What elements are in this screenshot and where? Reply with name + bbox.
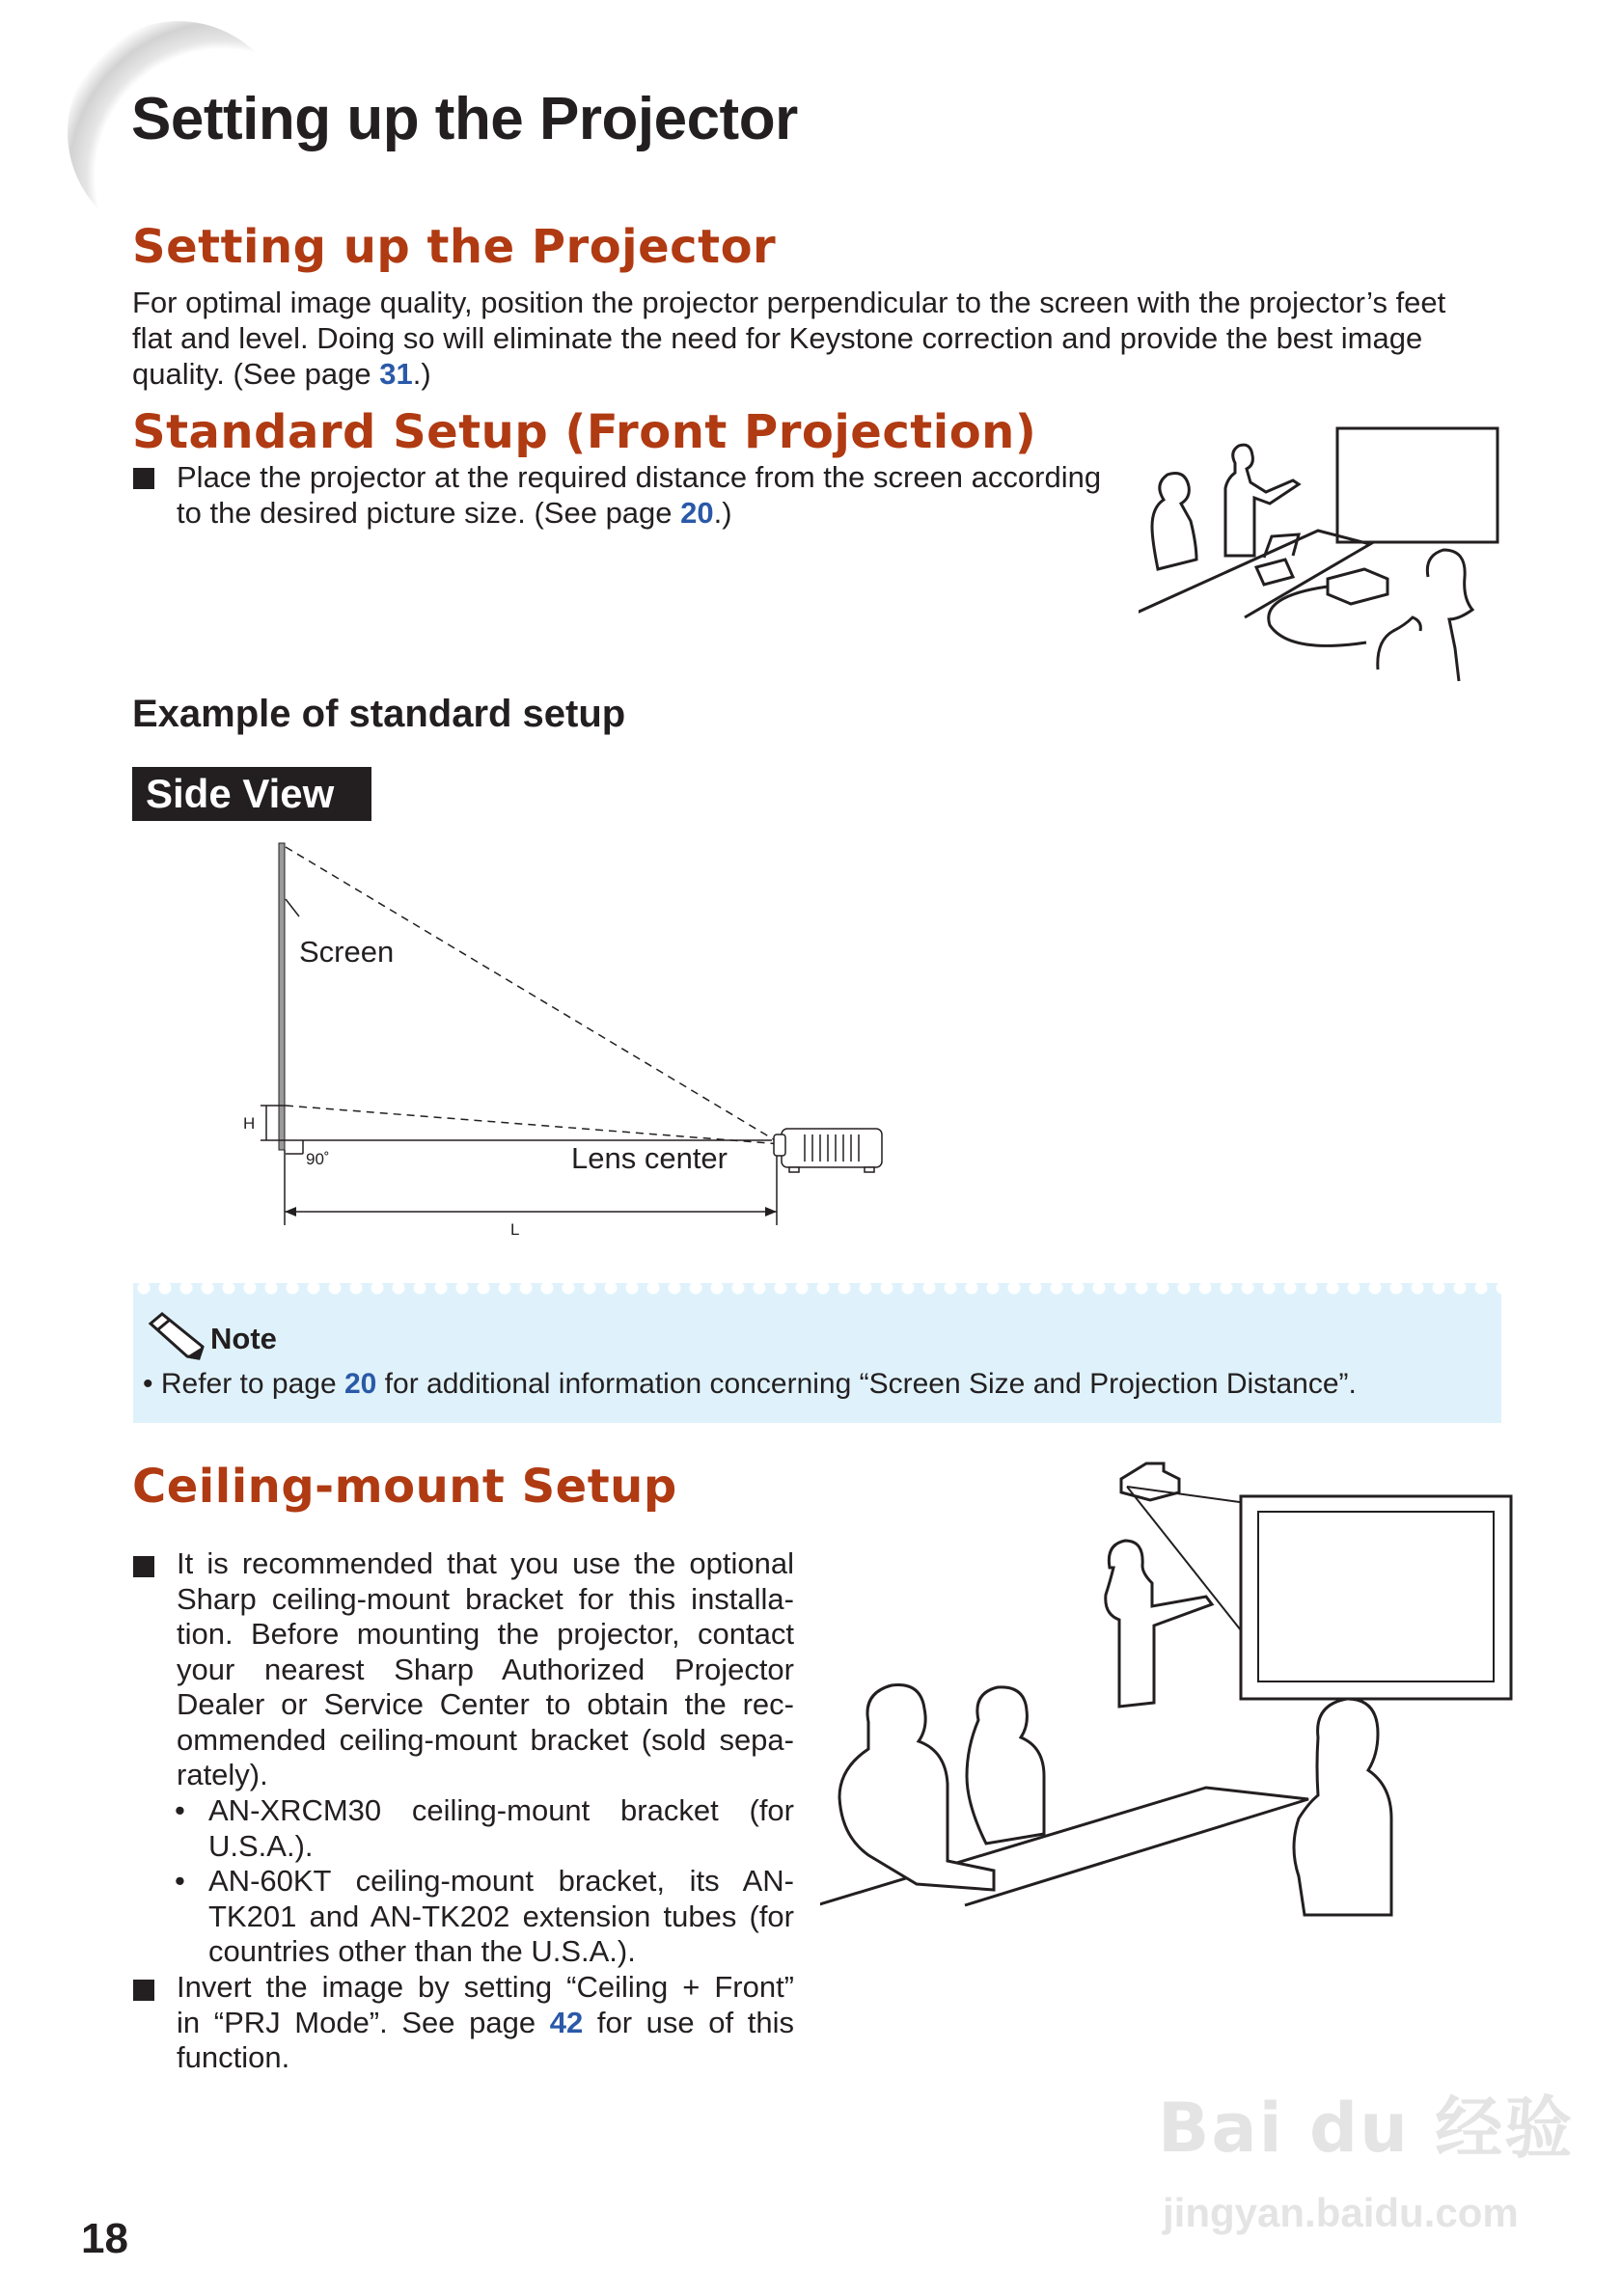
page-title: Setting up the Projector [131,86,798,152]
ceiling-p1-line-3: tion. Before mounting the projector, contact [177,1617,794,1651]
ceiling-sub1-line-2: U.S.A.). [208,1828,314,1863]
ceiling-p2-line-3: function. [177,2040,290,2074]
ceiling-p1-line-4: your nearest Sharp Authorized Projector [177,1652,794,1686]
watermark-logo: Bai du 经验 [1158,2089,1575,2168]
ceiling-p1-line-2: Sharp ceiling-mount bracket for this installa- [177,1581,794,1616]
standard-bullet-line-2-end: .) [713,496,732,530]
ceiling-p1-line-1: It is recommended that you use the optional [177,1546,794,1580]
page-link-20[interactable]: 20 [680,496,714,530]
upper-projection-ray [286,847,782,1144]
intro-line-3-end: .) [412,357,431,391]
standard-bullet-line-1: Place the projector at the required distance from the screen according [177,460,1102,494]
standard-bullet-line-2-text: to the desired picture size. (See page [177,496,681,530]
audience-right-figure [1378,550,1472,681]
ceiling-heading: Ceiling-mount Setup [132,1460,677,1514]
example-heading: Example of standard setup [132,693,626,735]
ceiling-paragraph-2 [177,1970,794,2076]
screen-bar [279,843,285,1150]
standard-bullet-line-2 [177,495,1101,531]
intro-paragraph [132,285,1445,392]
l-label: L [510,1220,520,1239]
ceiling-p2-line-2-end: for use of this [583,2005,794,2039]
watermark-url: jingyan.baidu.com [1163,2190,1519,2235]
ceiling-sub-bullet-2 [208,1864,794,1970]
front-projection-illustration [1139,415,1525,695]
ceiling-sub1-line-1: AN-XRCM30 ceiling-mount bracket (for [208,1793,794,1827]
note-label: Note [210,1322,277,1355]
projector-side-icon [774,1129,882,1172]
lower-projection-ray [286,1106,782,1144]
note-dots-border [133,1283,1501,1300]
projector-front [1328,569,1387,604]
bullet-square [133,1556,154,1577]
bullet-square [133,1980,154,2001]
ceiling-sub2-line-2: TK201 and AN-TK202 extension tubes (for [208,1899,794,1933]
ceiling-p1-line-7: rately). [177,1758,268,1791]
note-text-end: for additional information concerning “Screen Size and Projection Distance”. [376,1368,1357,1400]
ceiling-presenter [1106,1541,1212,1707]
ceiling-p2-line-1: Invert the image by setting “Ceiling + Front” [177,1970,794,2004]
sub-bullet-1-dot: • [175,1793,185,1827]
ceiling-p2-line-2 [177,2006,794,2041]
ceiling-mount-illustration [820,1462,1525,1944]
lens-center-label: Lens center [571,1141,728,1175]
intro-line-3-text: quality. (See page [132,357,380,391]
ceiling-p1-line-6: ommended ceiling-mount bracket (sold sepa- [177,1722,794,1757]
presenter-figure [1225,445,1299,556]
ceiling-paragraph-1 [177,1546,794,1793]
screen-label: Screen [299,935,395,969]
screen-pointer [286,899,299,916]
ceiling-screen-frame [1241,1496,1511,1699]
h-label: H [243,1114,256,1133]
angle-label: 90˚ [306,1150,330,1168]
pencil-note-icon [145,1310,206,1362]
intro-heading: Setting up the Projector [132,220,777,274]
side-view-diagram [232,839,907,1244]
intro-line-3 [132,356,1445,392]
ceiling-p1-line-5: Dealer or Service Center to obtain the rec- [177,1687,794,1721]
audience-left-figure [1152,474,1196,570]
page-number: 18 [81,2215,128,2262]
ceiling-p2-line-2-text: in “PRJ Mode”. See page [177,2005,550,2039]
sub-bullet-2-dot: • [175,1864,185,1898]
projection-screen-outline [1337,428,1497,542]
ceiling-sub-bullet-1 [208,1793,794,1864]
ceiling-audience-2 [967,1687,1044,1844]
page-link-31[interactable]: 31 [379,357,413,391]
side-view-tag: Side View [132,767,371,821]
note-text [143,1368,1357,1401]
note-text-start: • Refer to page [143,1368,344,1400]
page-link-42[interactable]: 42 [549,2005,584,2039]
note-box [133,1283,1501,1423]
ceiling-audience-3 [1294,1699,1391,1915]
ceiling-sub2-line-1: AN-60KT ceiling-mount bracket, its AN- [208,1864,794,1898]
bullet-square [133,468,154,489]
intro-line-2: flat and level. Doing so will eliminate the need for Keystone correction and provide the best image [132,321,1423,355]
note-page-link-20[interactable]: 20 [343,1368,377,1400]
standard-setup-heading: Standard Setup (Front Projection) [132,405,1037,459]
ceiling-projector [1121,1463,1179,1500]
intro-line-1: For optimal image quality, position the projector perpendicular to the screen with the projector’s feet [132,286,1446,319]
standard-bullet [177,459,1101,531]
ceiling-sub2-line-3: countries other than the U.S.A.). [208,1934,636,1968]
